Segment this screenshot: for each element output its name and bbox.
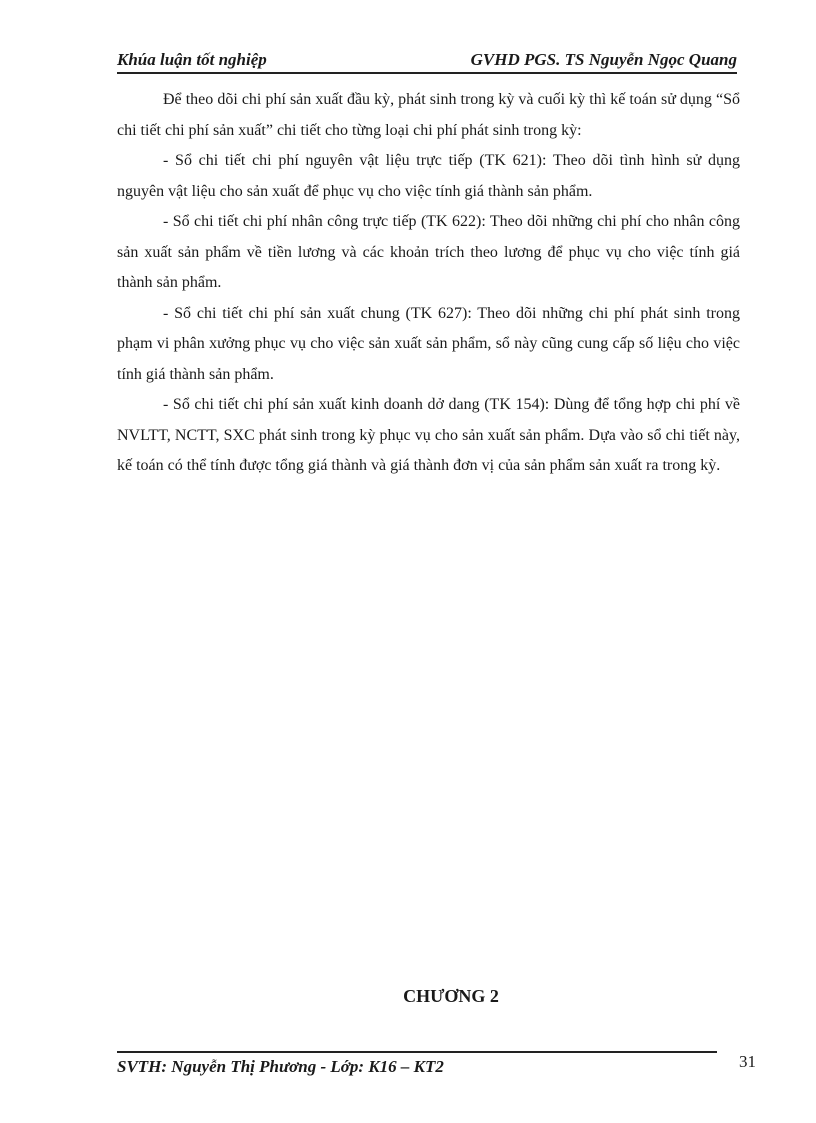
- paragraph-tk621: - Sổ chi tiết chi phí nguyên vật liệu trực tiếp (TK 621): Theo dõi tình hình sử dụng nguyên vật liệu cho sản xuất để phục vụ cho việc tính giá thành sản phẩm.: [117, 152, 740, 200]
- chapter-heading: CHƯƠNG 2: [403, 986, 499, 1006]
- paragraph-tk627: - Sổ chi tiết chi phí sản xuất chung (TK 627): Theo dõi những chi phí phát sinh trong phạm vi phân xưởng phục vụ cho việc sản xuất sản phẩm, sổ này cũng cung cấp số liệu cho việc tính giá thành sản phẩm.: [117, 304, 740, 383]
- page-number: 31: [739, 1052, 756, 1071]
- footer-divider: [117, 1051, 717, 1053]
- thesis-title: Khúa luận tốt nghiệp: [117, 50, 267, 69]
- footer-student-info: SVTH: Nguyễn Thị Phương - Lớp: K16 – KT2: [117, 1057, 444, 1076]
- paragraph-tk622: - Sổ chi tiết chi phí nhân công trực tiếp (TK 622): Theo dõi những chi phí cho nhân công sản xuất sản phẩm về tiền lương và các khoản trích theo lương để phục vụ cho việc tính giá thành sản phẩm.: [117, 213, 740, 291]
- page-header: [117, 50, 737, 74]
- supervisor-name: GVHD PGS. TS Nguyễn Ngọc Quang: [470, 50, 737, 69]
- paragraph-intro: Để theo dõi chi phí sản xuất đầu kỳ, phát sinh trong kỳ và cuối kỳ thì kế toán sử dụng “Sổ chi tiết chi phí sản xuất” chi tiết cho từng loại chi phí phát sinh trong kỳ:: [117, 91, 740, 139]
- main-content: [117, 85, 740, 482]
- paragraph-tk154: - Sổ chi tiết chi phí sản xuất kinh doanh dở dang (TK 154): Dùng để tổng hợp chi phí về NVLTT, NCTT, SXC phát sinh trong kỳ phục vụ cho sản xuất sản phẩm. Dựa vào sổ chi tiết này, kế toán có thể tính được tổng giá thành và giá thành đơn vị của sản phẩm sản xuất ra trong kỳ.: [117, 396, 740, 474]
